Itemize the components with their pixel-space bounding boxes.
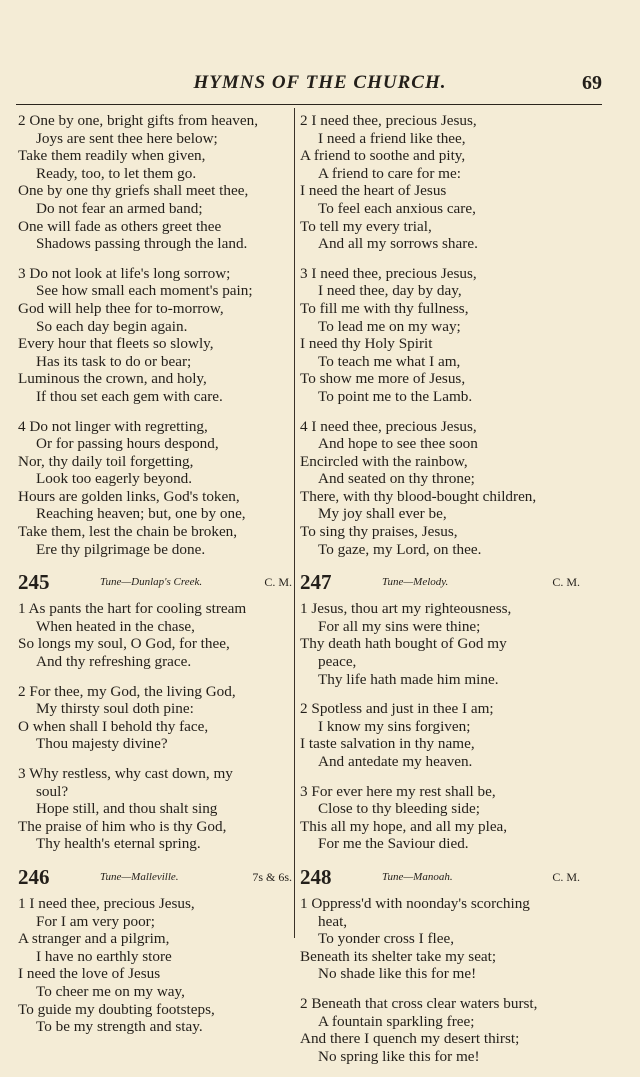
verse-line: 1 I need thee, precious Jesus, (18, 894, 195, 912)
verse-line: Close to thy bleeding side; (318, 800, 480, 818)
hymn-245-header (18, 570, 292, 594)
verse-line: I need thy Holy Spirit (300, 335, 433, 353)
stanza (300, 600, 580, 688)
verse-line: Joys are sent thee here below; (36, 129, 218, 147)
verse-line: And antedate my heaven. (318, 753, 473, 770)
stanza (300, 265, 580, 406)
verse-line: Reaching heaven; but, one by one, (36, 505, 246, 523)
meter: C. M. (264, 575, 292, 590)
stanza (300, 418, 580, 559)
verse-line: Do not fear an armed band; (36, 199, 203, 217)
verse-line: 4 I need thee, precious Jesus, (300, 417, 477, 435)
page-header (0, 72, 640, 98)
verse-line: God will help thee for to-morrow, (18, 299, 224, 317)
verse-line: Or for passing hours despond, (36, 435, 219, 453)
verse-line: Ready, too, to let them go. (36, 164, 197, 182)
hymn-245-stanzas (18, 600, 292, 853)
verse-line: 2 Beneath that cross clear waters burst, (300, 994, 538, 1012)
verse-line: 2 One by one, bright gifts from heaven, (18, 112, 258, 129)
verse-line: One by one thy griefs shall meet thee, (18, 182, 249, 200)
verse-line: 1 As pants the hart for cooling stream (18, 600, 247, 618)
verse-line: Beneath its shelter take my seat; (300, 947, 497, 965)
verse-line: So longs my soul, O God, for thee, (18, 635, 230, 653)
verse-line: I need the heart of Jesus (300, 182, 447, 200)
verse-line: Thy death hath bought of God my (300, 635, 507, 653)
stanza (18, 418, 292, 559)
verse-line: To teach me what I am, (318, 352, 461, 370)
verse-line: For me the Saviour died. (318, 835, 469, 853)
running-title: HYMNS OF THE CHURCH. (193, 72, 447, 93)
verse-line: 3 Why restless, why cast down, my (18, 765, 233, 782)
verse-line: Hours are golden links, God's token, (18, 487, 240, 505)
verse-line: I need thee, day by day, (318, 282, 462, 300)
verse-line: See how small each moment's pain; (36, 282, 253, 300)
verse-line: A stranger and a pilgrim, (18, 930, 170, 948)
verse-line: Shadows passing through the land. (36, 235, 248, 253)
header-rule (16, 104, 602, 105)
stanza (300, 995, 580, 1065)
stanza (18, 112, 292, 253)
stanza (18, 600, 292, 670)
stanza (18, 265, 292, 406)
verse-line: Nor, thy daily toil forgetting, (18, 452, 194, 470)
verse-line: Thy life hath made him mine. (318, 670, 499, 688)
verse-line: A friend to care for me: (318, 164, 461, 182)
hymn-number: 246 (18, 864, 50, 889)
hymn-number: 247 (300, 570, 332, 595)
verse-line: peace, (318, 653, 357, 671)
verse-line: I need the love of Jesus (18, 965, 161, 983)
verse-line: To guide my doubting footsteps, (18, 1000, 215, 1018)
verse-line: To tell my every trial, (300, 217, 432, 235)
verse-line: My joy shall ever be, (318, 505, 447, 523)
verse-line: And all my sorrows share. (318, 235, 478, 253)
verse-line: 1 Oppress'd with noonday's scorching (300, 894, 530, 912)
verse-line: 3 I need thee, precious Jesus, (300, 264, 477, 282)
verse-line: One will fade as others greet thee (18, 217, 222, 235)
verse-line: No shade like this for me! (318, 965, 477, 983)
left-column (18, 112, 292, 1048)
verse-line: I taste salvation in thy name, (300, 735, 475, 753)
verse-line: Take them readily when given, (18, 147, 206, 165)
stanza (18, 683, 292, 753)
verse-line: To show me more of Jesus, (300, 370, 466, 388)
verse-line: 2 I need thee, precious Jesus, (300, 112, 477, 129)
verse-line: heat, (318, 912, 348, 930)
stanza (300, 112, 580, 253)
verse-line: To cheer me on my way, (36, 982, 185, 1000)
verse-line: 4 Do not linger with regretting, (18, 417, 208, 435)
verse-line: 3 Do not look at life's long sorrow; (18, 264, 231, 282)
continued-hymn-stanzas (300, 112, 580, 558)
hymn-247-header (300, 570, 580, 594)
verse-line: My thirsty soul doth pine: (36, 700, 194, 718)
verse-line: Look too eagerly beyond. (36, 470, 193, 488)
verse-line: Has its task to do or bear; (36, 352, 192, 370)
meter: C. M. (552, 869, 580, 884)
verse-line: 1 Jesus, thou art my righteousness, (300, 600, 512, 618)
verse-line: Luminous the crown, and holy, (18, 370, 207, 388)
hymn-248-header (300, 865, 580, 889)
stanza (300, 895, 580, 983)
verse-line: 2 Spotless and just in thee I am; (300, 700, 494, 718)
stanza (18, 895, 292, 1036)
verse-line: soul? (36, 782, 69, 800)
verse-line: And hope to see thee soon (318, 435, 478, 453)
stanza (18, 765, 292, 853)
page-number: 69 (582, 72, 602, 94)
hymn-number: 245 (18, 570, 50, 595)
verse-line: Encircled with the rainbow, (300, 452, 468, 470)
verse-line: And thy refreshing grace. (36, 653, 192, 671)
meter: 7s & 6s. (252, 869, 292, 884)
verse-line: No spring like this for me! (318, 1047, 480, 1065)
verse-line: Every hour that fleets so slowly, (18, 335, 214, 353)
verse-line: O when shall I behold thy face, (18, 717, 209, 735)
verse-line: Hope still, and thou shalt sing (36, 800, 218, 818)
hymn-number: 248 (300, 864, 332, 889)
verse-line: I need a friend like thee, (318, 129, 466, 147)
verse-line: So each day begin again. (36, 317, 188, 335)
verse-line: 2 For thee, my God, the living God, (18, 682, 236, 700)
stanza (300, 783, 580, 853)
verse-line: To fill me with thy fullness, (300, 299, 469, 317)
hymn-246-stanzas (18, 895, 292, 1036)
verse-line: This all my hope, and all my plea, (300, 817, 508, 835)
verse-line: To point me to the Lamb. (318, 387, 473, 405)
verse-line: When heated in the chase, (36, 617, 195, 635)
verse-line: I know my sins forgiven; (318, 717, 471, 735)
verse-line: A fountain sparkling free; (318, 1012, 475, 1030)
right-column (300, 112, 580, 1077)
verse-line: The praise of him who is thy God, (18, 817, 227, 835)
verse-line: A friend to soothe and pity, (300, 147, 466, 165)
meter: C. M. (552, 575, 580, 590)
verse-line: To be my strength and stay. (36, 1018, 203, 1036)
hymn-247-stanzas (300, 600, 580, 853)
verse-line: To yonder cross I flee, (318, 930, 454, 948)
verse-line: If thou set each gem with care. (36, 387, 223, 405)
verse-line: To lead me on my way; (318, 317, 461, 335)
tune-name: Tune—Malleville. (100, 870, 179, 883)
verse-line: Thy health's eternal spring. (36, 835, 201, 853)
verse-line: Ere thy pilgrimage be done. (36, 540, 206, 558)
verse-line: To feel each anxious care, (318, 199, 476, 217)
hymn-246-header (18, 865, 292, 889)
verse-line: For all my sins were thine; (318, 617, 481, 635)
verse-line: To sing thy praises, Jesus, (300, 523, 458, 541)
verse-line: To gaze, my Lord, on thee. (318, 540, 482, 558)
verse-line: Thou majesty divine? (36, 735, 168, 753)
verse-line: And seated on thy throne; (318, 470, 475, 488)
tune-name: Tune—Dunlap's Creek. (100, 576, 203, 589)
continued-hymn-stanzas (18, 112, 292, 558)
verse-line: Take them, lest the chain be broken, (18, 523, 238, 541)
verse-line: There, with thy blood-bought children, (300, 487, 537, 505)
verse-line: 3 For ever here my rest shall be, (300, 782, 496, 800)
tune-name: Tune—Melody. (382, 576, 449, 589)
column-divider (294, 108, 295, 938)
verse-line: For I am very poor; (36, 912, 155, 930)
tune-name: Tune—Manoah. (382, 870, 453, 883)
stanza (300, 700, 580, 770)
verse-line: I have no earthly store (36, 947, 172, 965)
verse-line: And there I quench my desert thirst; (300, 1030, 520, 1048)
hymn-248-stanzas (300, 895, 580, 1065)
